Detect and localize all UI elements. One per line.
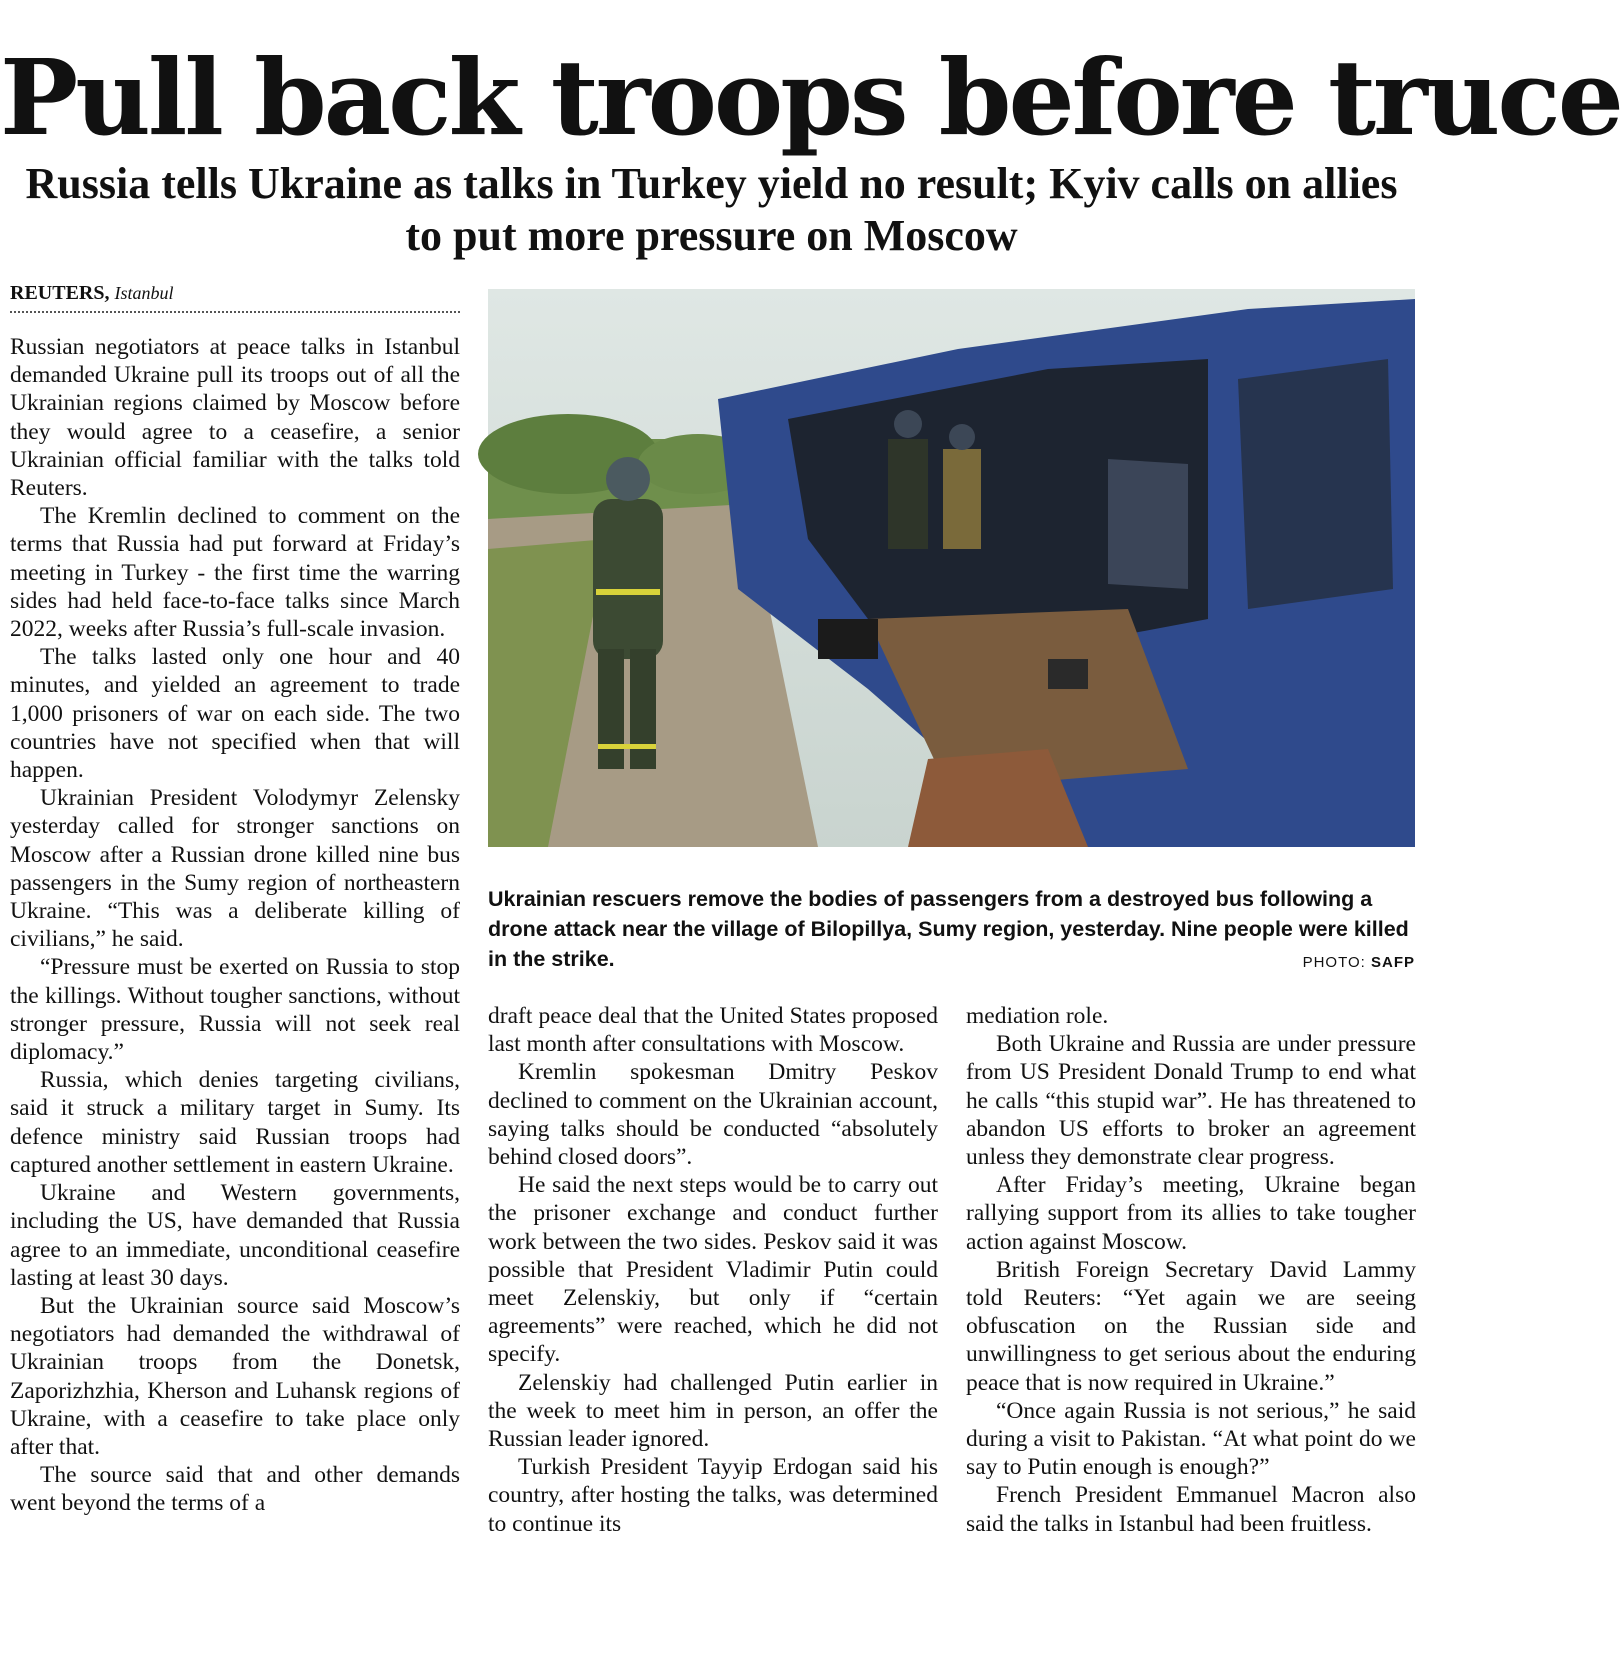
byline-dateline: Istanbul — [114, 283, 174, 303]
paragraph: Both Ukraine and Russia are under pressure from US President Donald Trump to end what he calls “this stupid war”. He has threatened to abandon US efforts to broker an agreement unless they demonstrate clear progress. — [966, 1031, 1416, 1171]
paragraph: Ukraine and Western governments, including the US, have demanded that Russia agree to an immediate, unconditional ceasefire lasting at least 30 days. — [10, 1180, 460, 1291]
paragraph: Kremlin spokesman Dmitry Peskov declined to comment on the Ukrainian account, saying talks should be conducted “absolutely behind closed doors”. — [488, 1059, 938, 1171]
news-photo — [488, 289, 1415, 847]
paragraph: Zelenskiy had challenged Putin earlier in the week to meet him in person, an offer the Russian leader ignored. — [488, 1369, 938, 1453]
subheadline: Russia tells Ukraine as talks in Turkey yield no result; Kyiv calls on allies to put more pressure on Moscow — [25, 159, 1398, 260]
paragraph: Russian negotiators at peace talks in Istanbul demanded Ukraine pull its troops out of all the Ukrainian regions claimed by Moscow before they would agree to a ceasefire, a senior Ukrainian official familiar with the talks told Reuters. — [10, 334, 460, 502]
photo-credit-source: SAFP — [1370, 954, 1415, 971]
paragraph: The source said that and other demands went beyond the terms of a — [10, 1462, 460, 1517]
paragraph: After Friday’s meeting, Ukraine began rallying support from its allies to take tougher action against Moscow. — [966, 1172, 1416, 1255]
paragraph: He said the next steps would be to carry out the prisoner exchange and conduct further work between the two sides. Peskov said it was possible that President Vladimir Putin could meet Zelenskiy, but only if “certain agreements” were reached, which he did not specify. — [488, 1172, 938, 1368]
headline: Pull back troops before truce — [0, 36, 1621, 159]
paragraph: The talks lasted only one hour and 40 minutes, and yielded an agreement to trade 1,000 prisoners of war on each side. The two countries have not specified when that will happen. — [10, 644, 460, 784]
paragraph: The Kremlin declined to comment on the terms that Russia had put forward at Friday’s meeting in Turkey - the first time the warring sides had held face-to-face talks since March 2022, weeks after Russia’s full-scale invasion. — [10, 503, 460, 643]
article-column-1 — [10, 333, 460, 1664]
paragraph: “Pressure must be exerted on Russia to stop the killings. Without tougher sanctions, without stronger pressure, Russia will not seek real diplomacy.” — [10, 954, 460, 1066]
paragraph: Ukrainian President Volodymyr Zelensky yesterday called for stronger sanctions on Moscow after a Russian drone killed nine bus passengers in the Sumy region of northeastern Ukraine. “This was a deliberate killing of civilians,” he said. — [10, 785, 460, 953]
photo-credit-label: PHOTO: — [1302, 954, 1366, 971]
article-column-3 — [966, 1002, 1416, 1664]
paragraph: But the Ukrainian source said Moscow’s negotiators had demanded the withdrawal of Ukrainian troops from the Donetsk, Zaporizhzhia, Kherson and Luhansk regions of Ukraine, with a ceasefire to take place only after that. — [10, 1292, 460, 1460]
byline-agency: REUTERS, — [10, 282, 110, 304]
paragraph: British Foreign Secretary David Lammy told Reuters: “Yet again we are seeing obfuscation on the Russian side and unwillingness to get serious about the enduring peace that is now required in Ukraine.” — [966, 1256, 1416, 1396]
article-column-2 — [488, 1002, 938, 1664]
paragraph: mediation role. — [966, 1003, 1109, 1029]
destroyed-bus-illustration — [488, 289, 1415, 847]
paragraph: French President Emmanuel Macron also said the talks in Istanbul had been fruitless. — [966, 1482, 1416, 1537]
paragraph: Turkish President Tayyip Erdogan said his country, after hosting the talks, was determined to continue its — [488, 1454, 938, 1537]
paragraph: draft peace deal that the United States proposed last month after consultations with Moscow. — [488, 1003, 938, 1058]
paragraph: “Once again Russia is not serious,” he said during a visit to Pakistan. “At what point do we say to Putin enough is enough?” — [966, 1397, 1416, 1481]
byline — [10, 282, 460, 313]
paragraph: Russia, which denies targeting civilians, said it struck a military target in Sumy. Its defence ministry said Russian troops had captured another settlement in eastern Ukraine. — [10, 1067, 460, 1178]
photo-caption: Ukrainian rescuers remove the bodies of passengers from a destroyed bus following a drone attack near the village of Bilopillya, Sumy region, yesterday. Nine people were killed in the strike. — [488, 887, 1409, 971]
photo-credit — [1303, 954, 1415, 971]
